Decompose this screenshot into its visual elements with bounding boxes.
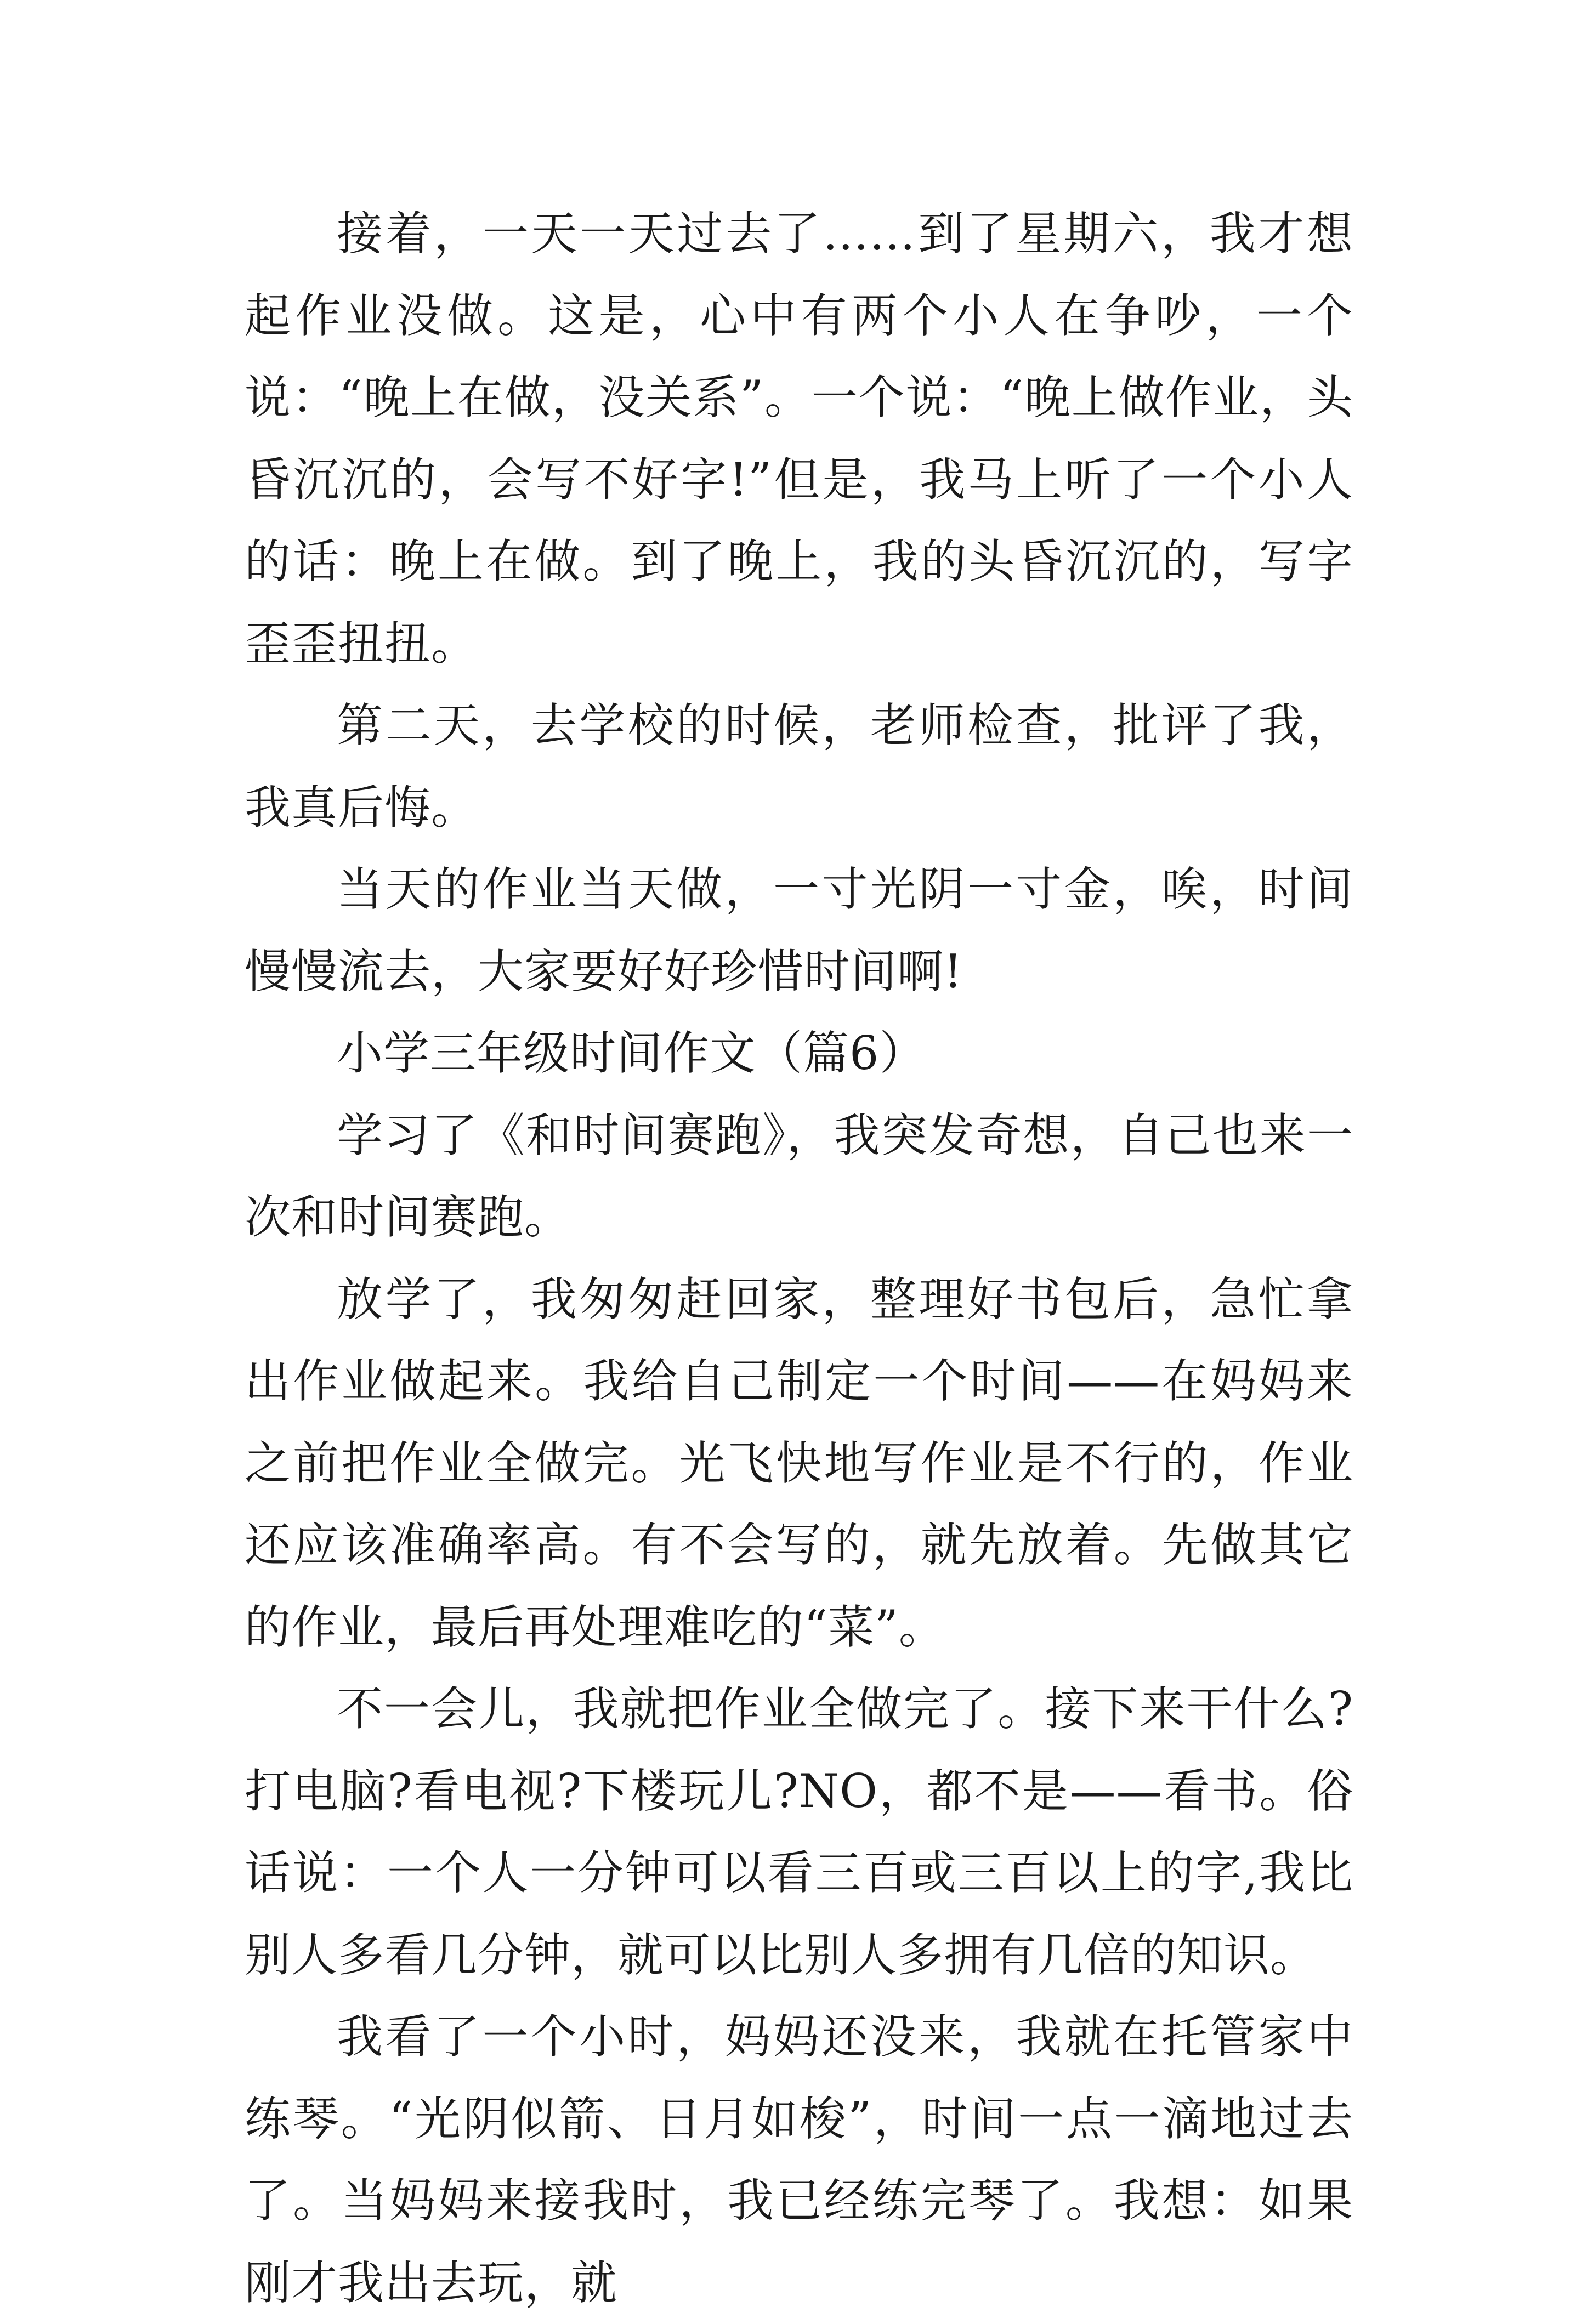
paragraph-2: 第二天，去学校的时候，老师检查，批评了我，我真后悔。 [245, 698, 1353, 834]
paragraph-5: 放学了，我匆匆赶回家，整理好书包后，急忙拿出作业做起来。我给自己制定一个时间——在妈妈来之前把作业全做完。光飞快地写作业是不行的，作业还应该准确率高。有不会写的，就先放着。先做其它的作业，最后再处理难吃的“菜”。 [245, 1272, 1353, 1654]
paragraph-1: 接着，一天一天过去了……到了星期六，我才想起作业没做。这是，心中有两个小人在争吵，一个说：“晚上在做，没关系”。一个说：“晚上做作业，头昏沉沉的，会写不好字!”但是，我马上听了一个小人的话：晚上在做。到了晚上，我的头昏沉沉的，写字歪歪扭扭。 [245, 207, 1353, 671]
document-body [245, 193, 1353, 2324]
paragraph-7: 我看了一个小时，妈妈还没来，我就在托管家中练琴。“光阴似箭、日月如梭”，时间一点一滴地过去了。当妈妈来接我时，我已经练完琴了。我想：如果刚才我出去玩，就 [245, 2010, 1353, 2310]
paragraph-4: 学习了《和时间赛跑》，我突发奇想，自己也来一次和时间赛跑。 [245, 1108, 1353, 1244]
section-heading: 小学三年级时间作文（篇6） [337, 1026, 926, 1080]
paragraph-6: 不一会儿，我就把作业全做完了。接下来干什么?打电脑?看电视?下楼玩儿?NO，都不是——看书。俗话说：一个人一分钟可以看三百或三百以上的字,我比别人多看几分钟，就可以比别人多拥有几倍的知识。 [245, 1682, 1353, 1982]
paragraph-3: 当天的作业当天做，一寸光阴一寸金，唉，时间慢慢流去，大家要好好珍惜时间啊! [245, 862, 1353, 998]
